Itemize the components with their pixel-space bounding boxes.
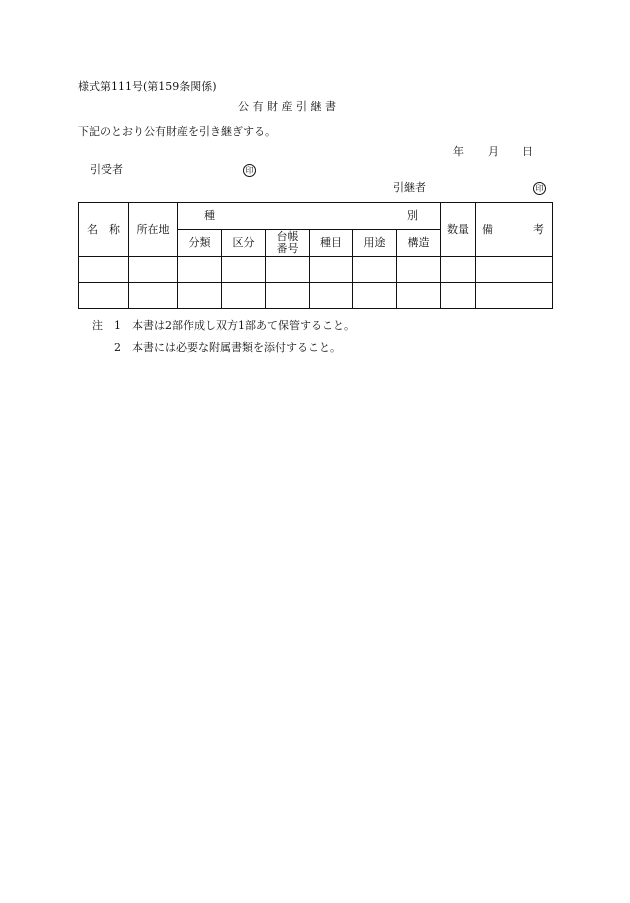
header-classification: 分類 [178, 230, 222, 257]
date-month-label: 月 [488, 145, 499, 158]
header-kind: 種 別 [178, 203, 441, 230]
note-2-text: 本書には必要な附属書類を添付すること。 [132, 341, 341, 354]
date-day-label: 日 [522, 145, 533, 158]
table-cell[interactable] [129, 257, 178, 283]
table-cell[interactable] [353, 257, 397, 283]
table-cell[interactable] [222, 257, 266, 283]
table-cell[interactable] [397, 283, 441, 309]
header-name: 名 称 [79, 203, 129, 257]
table-cell[interactable] [397, 257, 441, 283]
header-ledger-number: 台帳 番号 [266, 230, 310, 257]
header-item-type: 種目 [310, 230, 353, 257]
table-cell[interactable] [79, 257, 129, 283]
table-cell[interactable] [441, 283, 476, 309]
table-cell[interactable] [129, 283, 178, 309]
note-1-text: 本書は2部作成し双方1部あて保管すること。 [132, 319, 355, 332]
table-cell[interactable] [310, 257, 353, 283]
table-cell[interactable] [79, 283, 129, 309]
header-location: 所在地 [129, 203, 178, 257]
transferor-seal [533, 181, 546, 195]
receiver-label: 引受者 [90, 163, 123, 176]
table-cell[interactable] [178, 283, 222, 309]
seal-icon: 印 [243, 164, 256, 177]
note-1-number: 1 [114, 319, 121, 332]
table-cell[interactable] [476, 283, 553, 309]
property-table [78, 202, 553, 309]
table-cell[interactable] [441, 257, 476, 283]
table-cell[interactable] [178, 257, 222, 283]
header-structure: 構造 [397, 230, 441, 257]
note-2-number: 2 [114, 341, 121, 354]
header-use: 用途 [353, 230, 397, 257]
table-cell[interactable] [353, 283, 397, 309]
intro-text: 下記のとおり公有財産を引き継ぎする。 [78, 125, 276, 138]
table-cell[interactable] [266, 283, 310, 309]
receiver-seal [243, 163, 256, 177]
date-year-label: 年 [453, 145, 464, 158]
header-remarks: 備 考 [476, 203, 553, 257]
table-cell[interactable] [310, 283, 353, 309]
form-number: 様式第111号(第159条関係) [78, 80, 217, 93]
table-cell[interactable] [476, 257, 553, 283]
table-cell[interactable] [222, 283, 266, 309]
document-title: 公 有 財 産 引 継 書 [238, 100, 336, 113]
transferor-label: 引継者 [393, 181, 426, 194]
table-row [79, 283, 553, 309]
seal-icon: 印 [533, 182, 546, 195]
table-cell[interactable] [266, 257, 310, 283]
table-row [79, 257, 553, 283]
header-quantity: 数量 [441, 203, 476, 257]
notes-label: 注 [92, 319, 103, 332]
header-division: 区分 [222, 230, 266, 257]
